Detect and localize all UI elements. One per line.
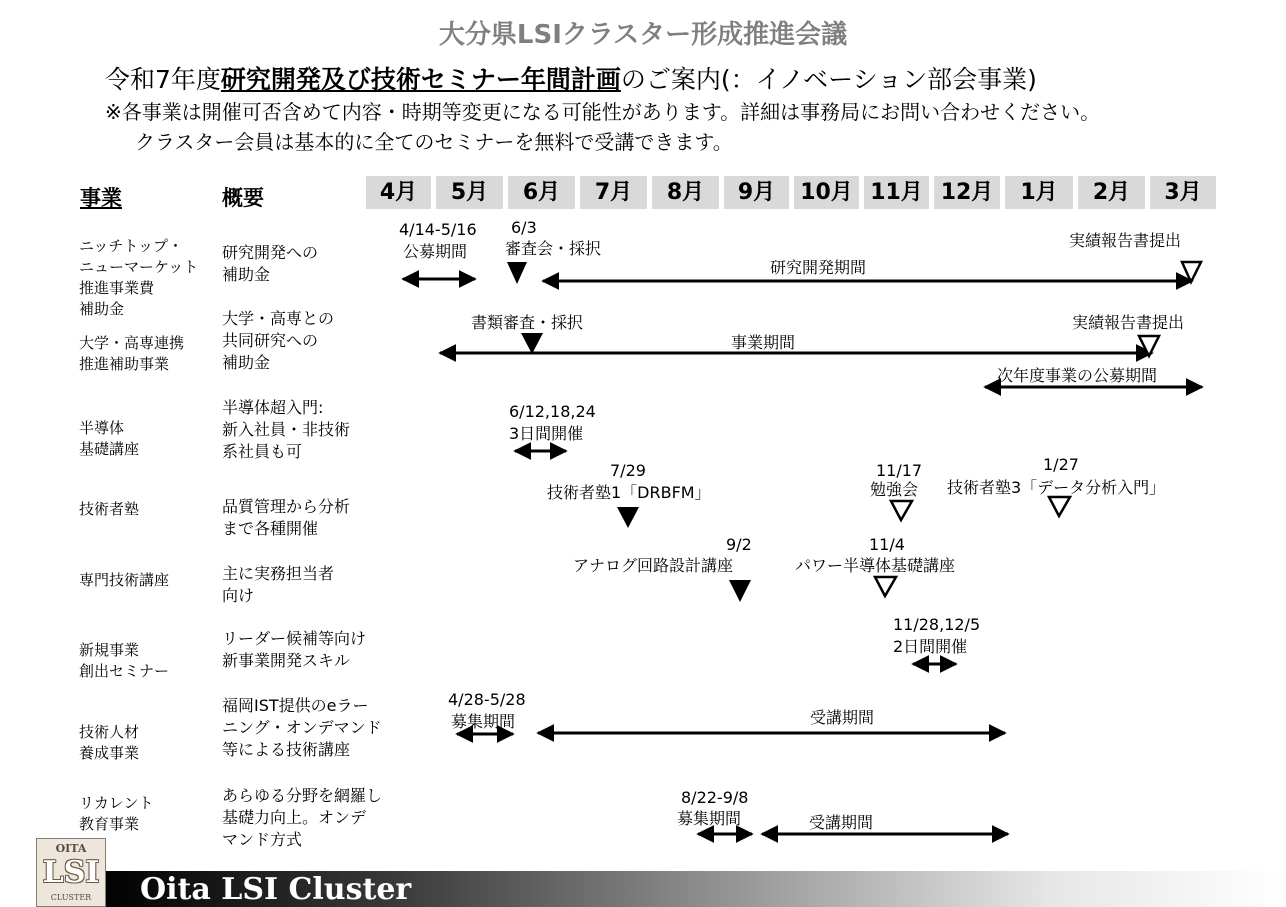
- r4-label1: 技術者塾1「DRBFM」: [547, 483, 711, 502]
- main-title-prefix: 令和7年度: [105, 65, 221, 94]
- r4-date3: 1/27: [1043, 455, 1079, 474]
- r1-report-label: 実績報告書提出: [1069, 231, 1182, 250]
- month-header: 12月: [934, 176, 1000, 209]
- r3-label: 3日間開催: [509, 424, 584, 443]
- row-summary-specialist-course: 主に実務担当者 向け: [222, 564, 335, 605]
- r1-period-label: 研究開発期間: [770, 258, 867, 277]
- month-header: 3月: [1150, 176, 1216, 209]
- r5-label2: パワー半導体基礎講座: [795, 556, 956, 575]
- row-summary-talent: 福岡IST提供のeラー ニング・オンデマンド 等による技術講座: [222, 696, 382, 759]
- r3-date: 6/12,18,24: [509, 402, 596, 421]
- org-title: 大分県LSIクラスター形成推進会議: [438, 20, 848, 50]
- header-summary: 概要: [222, 186, 264, 210]
- r2-review-label: 書類審査・採択: [471, 313, 584, 332]
- row-summary-semicon-basics: 半導体超入門: 新入社員・非技術 系社員も可: [222, 398, 351, 461]
- row-name-new-business: 新規事業 創出セミナー: [79, 641, 170, 680]
- month-header: 7月: [580, 176, 647, 209]
- row-name-university: 大学・高専連携 推進補助事業: [79, 334, 185, 373]
- header-business: 事業: [80, 186, 122, 210]
- r7-date: 4/28-5/28: [448, 690, 526, 709]
- row-summary-university: 大学・高専との 共同研究への 補助金: [222, 309, 335, 372]
- r4-label2: 勉強会: [870, 480, 919, 499]
- month-header: 4月: [366, 176, 431, 209]
- month-header: 10月: [794, 176, 859, 209]
- month-header: 2月: [1078, 176, 1145, 209]
- r7-recruit-label: 募集期間: [451, 712, 516, 731]
- r5-date2: 11/4: [869, 535, 905, 554]
- r2-period-label: 事業期間: [731, 333, 796, 352]
- main-title-underlined: 研究開発及び技術セミナー年間計画: [220, 65, 621, 94]
- row-name-semicon-basics: 半導体 基礎講座: [79, 419, 140, 458]
- r8-period-label: 受講期間: [809, 813, 874, 832]
- row-summary-recurrent: あらゆる分野を網羅し 基礎力向上。オンデ マンド方式: [222, 786, 383, 849]
- r5-analog-triangle: [729, 580, 751, 602]
- r8-recruit-label: 募集期間: [677, 809, 742, 828]
- r6-label: 2日間開催: [893, 637, 968, 656]
- r4-drbfm-triangle: [617, 507, 639, 528]
- r5-power-triangle: [875, 577, 896, 596]
- r7-period-label: 受講期間: [810, 708, 875, 727]
- r2-report-label: 実績報告書提出: [1072, 313, 1185, 332]
- r1-public-date: 4/14-5/16: [399, 220, 477, 239]
- row-name-niche-top: ニッチトップ・ ニューマーケット 推進事業費 補助金: [79, 237, 199, 318]
- r8-date: 8/22-9/8: [681, 788, 749, 807]
- row-name-engineer-school: 技術者塾: [79, 500, 140, 518]
- row-summary-new-business: リーダー候補等向け 新事業開発スキル: [222, 629, 367, 670]
- r1-public-label: 公募期間: [403, 242, 468, 261]
- r1-review-label: 審査会・採択: [505, 239, 602, 258]
- row-name-specialist-course: 専門技術講座: [79, 571, 170, 589]
- r1-report-triangle: [1182, 262, 1201, 282]
- r4-label3: 技術者塾3「データ分析入門」: [947, 478, 1166, 497]
- footer-brand: Oita LSI Cluster: [140, 872, 412, 907]
- row-name-recurrent: リカレント 教育事業: [79, 794, 154, 833]
- month-header: 6月: [508, 176, 575, 209]
- month-header: 11月: [864, 176, 929, 209]
- row-name-talent: 技術人材 養成事業: [79, 723, 140, 762]
- month-header: 5月: [436, 176, 503, 209]
- month-header: 9月: [724, 176, 789, 209]
- month-header: 8月: [652, 176, 719, 209]
- r4-date1: 7/29: [610, 461, 646, 480]
- note-member-free: クラスター会員は基本的に全てのセミナーを無料で受講できます。: [135, 130, 733, 154]
- r4-data-triangle: [1049, 497, 1070, 516]
- r4-date2: 11/17: [876, 461, 923, 480]
- r5-date1: 9/2: [726, 535, 752, 554]
- oita-lsi-logo: OITA LSI CLUSTER: [36, 838, 106, 907]
- note-change: ※各事業は開催可否含めて内容・時期等変更になる可能性があります。詳細は事務局にお問い合わせください。: [105, 100, 1101, 124]
- r2-next-label: 次年度事業の公募期間: [997, 366, 1158, 385]
- r1-review-date: 6/3: [511, 218, 537, 237]
- month-header: 1月: [1005, 176, 1073, 209]
- r1-review-triangle: [507, 262, 527, 284]
- r5-label1: アナログ回路設計講座: [573, 556, 734, 575]
- main-title-suffix: のご案内(：イノベーション部会事業): [620, 65, 1037, 94]
- row-summary-niche-top: 研究開発への 補助金: [222, 243, 319, 284]
- row-summary-engineer-school: 品質管理から分析 まで各種開催: [222, 497, 351, 538]
- r2-review-triangle: [521, 333, 543, 354]
- r4-study-triangle: [891, 501, 912, 520]
- r6-date: 11/28,12/5: [893, 615, 981, 634]
